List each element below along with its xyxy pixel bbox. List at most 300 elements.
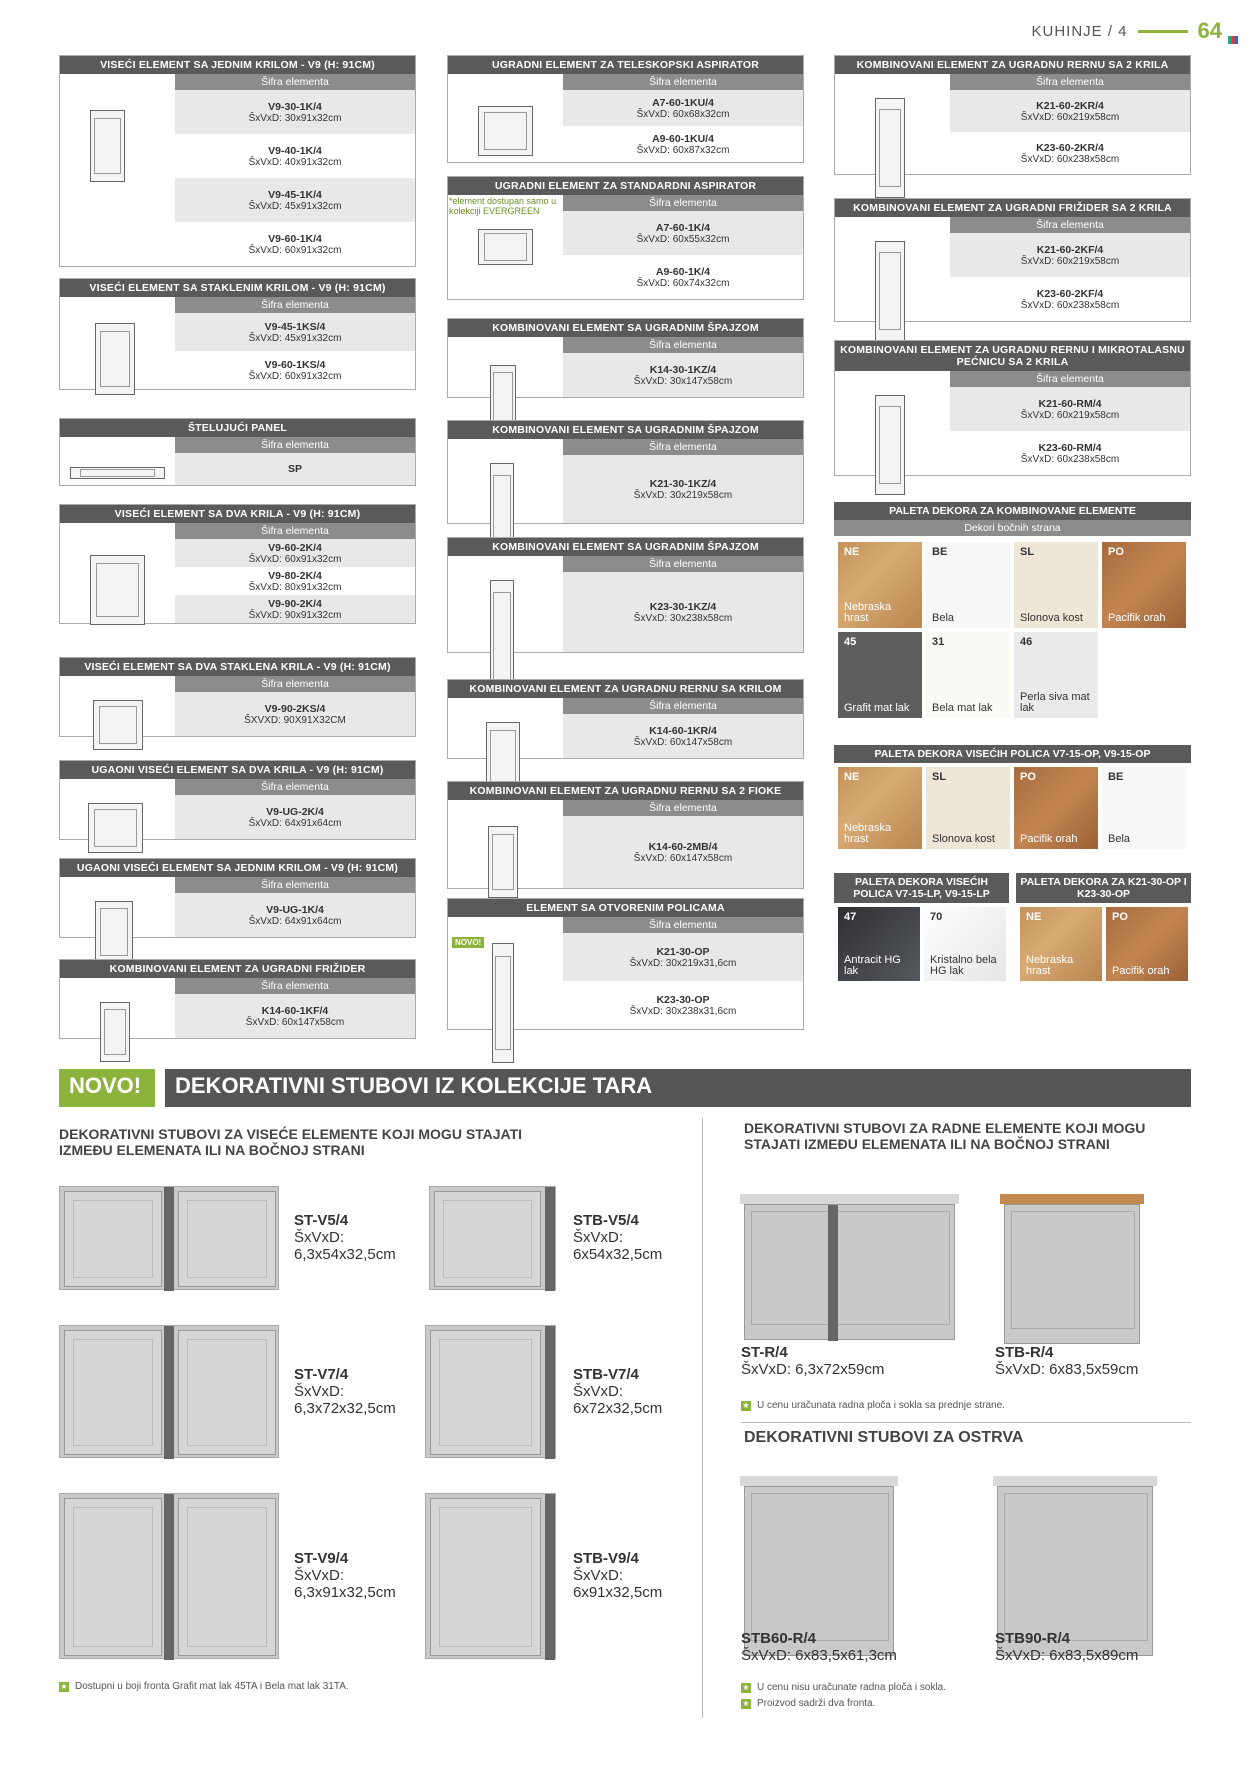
pillar-dim-label: ŠxVxD:	[294, 1567, 345, 1584]
novo-section-title: DEKORATIVNI STUBOVI IZ KOLEKCIJE TARA	[165, 1069, 1191, 1107]
code-header: Šifra elementa	[563, 337, 803, 353]
code-row	[175, 178, 415, 222]
code-row	[563, 572, 803, 652]
code-list	[563, 816, 803, 888]
product-box-body	[448, 572, 803, 652]
product-dimensions: ŠxVxD: 90x91x32cm	[248, 609, 342, 621]
star-icon: ★	[742, 1400, 750, 1410]
wall-pillar-illustration	[59, 1493, 279, 1659]
product-box	[447, 679, 804, 759]
pillar-dim-value: 6x54x32,5cm	[573, 1246, 663, 1263]
pillar-strip	[164, 1326, 174, 1459]
code-header: Šifra elementa	[563, 917, 803, 933]
product-illustration	[60, 692, 175, 736]
base-cabinet-illustration	[1004, 1204, 1140, 1344]
pillar-dim-label: ŠxVxD:	[573, 1382, 624, 1400]
pillar-strip	[545, 1187, 555, 1291]
product-code: V9-60-1K/4	[268, 232, 322, 245]
base-pillar-spec	[741, 1344, 884, 1378]
decor-swatch	[1102, 767, 1186, 849]
code-row	[563, 816, 803, 888]
decor-swatch	[838, 767, 922, 849]
code-header: Šifra elementa	[950, 371, 1190, 387]
product-dimensions: ŠxVxD: 60x74x32cm	[636, 277, 730, 289]
decor-swatch	[1102, 542, 1186, 628]
code-row	[175, 134, 415, 178]
product-code: K23-30-OP	[656, 993, 710, 1006]
product-box-title: UGAONI VISEĆI ELEMENT SA DVA KRILA - V9 (H: 91CM)	[60, 761, 415, 779]
decor-swatch	[1106, 907, 1188, 981]
cabinet-illustration	[90, 555, 145, 625]
code-row	[175, 351, 415, 389]
product-illustration	[835, 90, 950, 174]
product-code: V9-90-2K/4	[268, 597, 322, 610]
product-dimensions: ŠxVxD: 60x147x58cm	[245, 1016, 345, 1028]
product-box-body	[448, 714, 803, 758]
product-dimensions: ŠxVxD: 30x238x31,6cm	[629, 1005, 737, 1017]
code-row	[563, 455, 803, 523]
product-box-body	[60, 692, 415, 736]
palette-title: PALETA DEKORA VISEĆIH POLICA V7-15-OP, V9-15-OP	[834, 745, 1191, 763]
code-list	[175, 539, 415, 623]
info-note	[741, 1682, 946, 1693]
code-list	[563, 714, 803, 758]
cabinet-illustration	[95, 901, 133, 963]
worktop	[1000, 1194, 1144, 1204]
base-pillar-spec	[995, 1344, 1138, 1378]
wall-pillar-illustration	[59, 1186, 279, 1290]
decor-name: Pacifik orah	[1112, 965, 1170, 977]
product-code: K14-60-1KF/4	[261, 1004, 329, 1017]
palette-title: PALETA DEKORA ZA K21-30-OP I K23-30-OP	[1016, 873, 1191, 903]
info-note	[741, 1400, 1005, 1411]
product-box-body	[60, 893, 415, 937]
code-header: Šifra elementa	[563, 698, 803, 714]
product-box	[59, 858, 416, 938]
product-dimensions: ŠxVxD: 30x219x58cm	[633, 489, 733, 501]
evergreen-note: *element dostupan samo u kolekciji EVERGREEN	[449, 196, 557, 216]
section-label: KUHINJE / 4	[1031, 22, 1128, 40]
product-box-title: ELEMENT SA OTVORENIM POLICAMA	[448, 899, 803, 917]
code-row	[175, 90, 415, 134]
decor-swatch	[838, 542, 922, 628]
product-box-title: ŠTELUJUĆI PANEL	[60, 419, 415, 437]
decor-swatch	[926, 767, 1010, 849]
product-dimensions: ŠxVxD: 45x91x32cm	[248, 200, 342, 212]
code-header: Šifra elementa	[175, 978, 415, 994]
product-box-body	[60, 795, 415, 839]
product-dimensions: ŠxVxD: 64x91x64cm	[248, 915, 342, 927]
product-dimensions: ŠxVxD: 60x219x58cm	[1020, 255, 1120, 267]
product-box	[59, 418, 416, 486]
wall-pillar-spec	[573, 1366, 662, 1417]
code-list	[563, 353, 803, 397]
decor-code: SL	[1020, 546, 1035, 558]
worktop	[740, 1476, 898, 1486]
decor-name: Bela	[1108, 833, 1131, 845]
cabinet-illustration	[100, 1002, 130, 1062]
product-dimensions: ŠXVXD: 90X91X32CM	[244, 714, 346, 726]
color-mark-icon	[1228, 36, 1238, 44]
note-text: U cenu nisu uračunate radna ploča i sokla.	[757, 1682, 947, 1693]
product-code: V9-90-2KS/4	[264, 702, 326, 715]
decor-code: 31	[932, 636, 945, 648]
product-illustration	[448, 714, 563, 758]
info-note	[741, 1698, 875, 1709]
heading-underline	[741, 1422, 1191, 1423]
wall-pillar-illustration	[59, 1325, 279, 1458]
product-dimensions: ŠxVxD: 60x219x58cm	[1020, 409, 1120, 421]
pillar-strip	[164, 1494, 174, 1660]
code-row	[563, 353, 803, 397]
product-code: V9-40-1K/4	[268, 144, 322, 157]
code-list	[175, 994, 415, 1038]
cabinet-illustration	[88, 803, 143, 853]
product-box-body	[60, 313, 415, 389]
product-code: K21-30-OP	[656, 945, 710, 958]
product-code: K21-60-2KF/4	[1036, 243, 1104, 256]
code-row	[175, 453, 415, 485]
product-code: V9-30-1K/4	[268, 100, 322, 113]
code-row	[950, 387, 1190, 431]
code-list	[175, 313, 415, 389]
code-list	[175, 90, 415, 266]
wall-pillars-heading: DEKORATIVNI STUBOVI ZA VISEĆE ELEMENTE KOJI MOGU STAJATI IZMEĐU ELEMENATA ILI NA BOČNOJ STRANI	[59, 1126, 523, 1158]
product-box	[59, 55, 416, 267]
product-illustration	[60, 313, 175, 389]
decor-code: 70	[930, 911, 943, 923]
product-code: K23-60-RM/4	[1038, 441, 1102, 454]
decor-swatch	[926, 542, 1010, 628]
product-illustration	[448, 816, 563, 888]
code-row	[175, 222, 415, 266]
product-code: V9-80-2K/4	[268, 569, 322, 582]
island-pillars-heading: DEKORATIVNI STUBOVI ZA OSTRVA	[744, 1429, 1024, 1446]
product-box-body	[835, 90, 1190, 174]
star-icon: ★	[60, 1681, 68, 1691]
product-code: K21-60-RM/4	[1038, 397, 1102, 410]
pillar-code: STB-V5/4	[573, 1212, 639, 1229]
worktop	[740, 1194, 959, 1204]
product-box-title: KOMBINOVANI ELEMENT ZA UGRADNU RERNU SA KRILOM	[448, 680, 803, 698]
cabinet-illustration	[488, 826, 518, 898]
pillar-dim-label: ŠxVxD:	[573, 1567, 624, 1584]
decor-code: 45	[844, 636, 857, 648]
wall-pillar-spec	[573, 1212, 662, 1263]
code-header: Šifra elementa	[175, 297, 415, 313]
product-illustration	[448, 353, 563, 397]
product-code: V9-60-2K/4	[268, 541, 322, 554]
decor-code: PO	[1020, 771, 1036, 783]
decor-code: BE	[932, 546, 948, 558]
product-box-body	[60, 539, 415, 623]
code-row	[175, 595, 415, 623]
code-header: Šifra elementa	[175, 523, 415, 539]
product-box-body	[60, 90, 415, 266]
decor-code: NE	[1026, 911, 1042, 923]
product-dimensions: ŠxVxD: 60x219x58cm	[1020, 111, 1120, 123]
cabinet-door	[178, 1498, 276, 1656]
product-dimensions: ŠxVxD: 30x91x32cm	[248, 112, 342, 124]
product-box	[59, 760, 416, 840]
product-box-body	[448, 90, 803, 162]
code-header: Šifra elementa	[175, 74, 415, 90]
code-header: Šifra elementa	[175, 676, 415, 692]
code-list	[175, 795, 415, 839]
star-icon: ★	[742, 1698, 750, 1708]
code-row	[950, 90, 1190, 132]
decor-name: Nebraska hrast	[844, 822, 892, 845]
product-code: V9-60-1KS/4	[264, 358, 326, 371]
header-divider	[1138, 30, 1188, 33]
decor-name: Bela	[932, 612, 955, 624]
code-row	[175, 539, 415, 567]
product-illustration	[60, 539, 175, 623]
pillar-code: ST-V7/4	[294, 1365, 349, 1383]
pillar-dimensions: ŠxVxD: 6x83,5x61,3cm	[741, 1647, 897, 1664]
cabinet-door	[1004, 1493, 1148, 1641]
color-availability-note	[59, 1681, 349, 1692]
product-code: K23-60-2KR/4	[1036, 141, 1104, 154]
pillar-code: STB-V9/4	[573, 1550, 639, 1567]
product-box-title: VISEĆI ELEMENT SA STAKLENIM KRILOM - V9 (H: 91CM)	[60, 279, 415, 297]
wall-pillar-illustration	[425, 1493, 556, 1659]
base-cabinet-illustration	[744, 1204, 955, 1340]
product-box-title: KOMBINOVANI ELEMENT SA UGRADNIM ŠPAJZOM	[448, 421, 803, 439]
code-row	[950, 132, 1190, 174]
product-illustration	[448, 933, 563, 1029]
wall-pillar-spec	[573, 1550, 662, 1601]
base-pillars-heading: DEKORATIVNI STUBOVI ZA RADNE ELEMENTE KOJI MOGU STAJATI IZMEĐU ELEMENATA ILI NA BOČNOJ STRANI	[744, 1120, 1146, 1152]
product-box	[59, 657, 416, 737]
product-box	[447, 537, 804, 653]
worktop	[993, 1476, 1157, 1486]
decor-name: Pacifik orah	[1108, 612, 1166, 624]
product-illustration	[60, 90, 175, 266]
code-list	[175, 692, 415, 736]
product-illustration	[448, 455, 563, 523]
code-row	[950, 277, 1190, 321]
page-header	[1031, 18, 1222, 44]
pillar-dim-label: ŠxVxD:	[294, 1382, 345, 1400]
code-row	[563, 90, 803, 126]
decor-code: 47	[844, 911, 857, 923]
product-box-body	[448, 353, 803, 397]
pillar-dim-value: 6,3x72x32,5cm	[294, 1399, 396, 1417]
cabinet-door	[1011, 1211, 1135, 1329]
product-box-body	[448, 455, 803, 523]
note-text: Dostupni u boji fronta Grafit mat lak 45TA i Bela mat lak 31TA.	[75, 1681, 349, 1692]
product-code: K14-60-1KR/4	[649, 724, 717, 737]
pillar-strip	[164, 1187, 174, 1291]
section-divider	[702, 1118, 703, 1718]
base-pillar-spec	[995, 1630, 1138, 1664]
decor-code: NE	[844, 771, 860, 783]
product-box-title: VISEĆI ELEMENT SA JEDNIM KRILOM - V9 (H: 91CM)	[60, 56, 415, 74]
code-row	[175, 567, 415, 595]
product-box	[447, 420, 804, 524]
cabinet-door	[178, 1191, 276, 1287]
product-box	[447, 176, 804, 300]
code-row	[563, 714, 803, 758]
product-illustration	[448, 572, 563, 652]
decor-code: NE	[844, 546, 860, 558]
palette-title: PALETA DEKORA ZA KOMBINOVANE ELEMENTE	[834, 502, 1191, 520]
code-row	[950, 233, 1190, 277]
product-box-body	[835, 233, 1190, 321]
product-dimensions: ŠxVxD: 60x238x58cm	[1020, 453, 1120, 465]
code-row	[175, 692, 415, 736]
pillar-code: STB90-R/4	[995, 1630, 1071, 1647]
code-header: Šifra elementa	[950, 74, 1190, 90]
product-box	[447, 318, 804, 398]
palette-subtitle: Dekori bočnih strana	[834, 520, 1191, 536]
code-header: Šifra elementa	[175, 437, 415, 453]
product-code: K14-60-2MB/4	[648, 840, 718, 853]
decor-code: SL	[932, 771, 947, 783]
cabinet-door	[64, 1191, 162, 1287]
decor-name: Bela mat lak	[932, 702, 993, 714]
decor-name: Pacifik orah	[1020, 833, 1078, 845]
decor-name: Grafit mat lak	[844, 702, 910, 714]
cabinet-illustration	[90, 110, 125, 182]
decor-code: PO	[1108, 546, 1124, 558]
product-box-body	[448, 816, 803, 888]
product-box-title: VISEĆI ELEMENT SA DVA KRILA - V9 (H: 91CM)	[60, 505, 415, 523]
decor-code: BE	[1108, 771, 1124, 783]
product-box	[59, 278, 416, 390]
code-header: Šifra elementa	[563, 195, 803, 211]
code-row	[175, 994, 415, 1038]
code-header: Šifra elementa	[563, 74, 803, 90]
pillar-dim-value: 6,3x54x32,5cm	[294, 1246, 396, 1263]
product-illustration	[835, 233, 950, 321]
code-row	[175, 795, 415, 839]
code-row	[563, 126, 803, 162]
novo-badge: NOVO!	[59, 1069, 155, 1107]
cabinet-door	[430, 1330, 541, 1455]
code-list	[175, 453, 415, 485]
product-box-body	[448, 211, 803, 299]
decor-swatch	[924, 907, 1006, 981]
cabinet-door	[430, 1498, 541, 1656]
code-row	[950, 431, 1190, 475]
novo-tag: NOVO!	[452, 937, 484, 948]
code-list	[563, 572, 803, 652]
decor-swatch	[1014, 767, 1098, 849]
pillar-code: ST-R/4	[741, 1344, 788, 1361]
product-illustration	[60, 994, 175, 1038]
product-box-title: KOMBINOVANI ELEMENT SA UGRADNIM ŠPAJZOM	[448, 319, 803, 337]
decor-name: Slonova kost	[1020, 612, 1083, 624]
product-illustration	[60, 453, 175, 485]
cabinet-illustration	[93, 700, 143, 750]
cabinet-illustration	[70, 467, 165, 479]
product-code: K14-30-1KZ/4	[649, 363, 717, 376]
code-list	[175, 893, 415, 937]
wall-pillar-illustration	[425, 1325, 556, 1458]
decor-code: 46	[1020, 636, 1033, 648]
product-box	[447, 55, 804, 163]
cabinet-door	[64, 1330, 162, 1455]
product-box-body	[60, 453, 415, 485]
decor-name: Slonova kost	[932, 833, 995, 845]
cabinet-illustration	[490, 580, 514, 692]
product-dimensions: ŠxVxD: 30x219x31,6cm	[629, 957, 737, 969]
code-row	[563, 933, 803, 981]
note-text: Proizvod sadrži dva fronta.	[757, 1698, 876, 1709]
decor-name: Perla siva mat lak	[1020, 691, 1090, 714]
code-header: Šifra elementa	[563, 800, 803, 816]
product-dimensions: ŠxVxD: 60x91x32cm	[248, 553, 342, 565]
product-box	[834, 198, 1191, 322]
product-box-title: VISEĆI ELEMENT SA DVA STAKLENA KRILA - V9 (H: 91CM)	[60, 658, 415, 676]
cabinet-door	[64, 1498, 162, 1656]
pillar-dim-value: 6,3x91x32,5cm	[294, 1584, 396, 1601]
code-row	[563, 255, 803, 299]
product-code: V9-45-1K/4	[268, 188, 322, 201]
decor-name: Nebraska hrast	[844, 601, 892, 624]
decor-swatch	[1020, 907, 1102, 981]
product-code: K23-60-2KF/4	[1036, 287, 1104, 300]
code-list	[950, 387, 1190, 475]
product-dimensions: ŠxVxD: 45x91x32cm	[248, 332, 342, 344]
product-dimensions: ŠxVxD: 60x87x32cm	[636, 144, 730, 156]
wall-pillar-spec	[294, 1212, 396, 1263]
code-header: Šifra elementa	[175, 779, 415, 795]
product-dimensions: ŠxVxD: 60x91x32cm	[248, 244, 342, 256]
decor-swatch	[838, 632, 922, 718]
product-dimensions: ŠxVxD: 60x91x32cm	[248, 370, 342, 382]
decor-name: Antracit HG lak	[844, 954, 901, 977]
cabinet-door	[751, 1211, 950, 1325]
decor-swatch	[1014, 632, 1098, 718]
code-list	[563, 211, 803, 299]
cabinet-illustration	[478, 106, 533, 156]
product-code: V9-45-1KS/4	[264, 320, 326, 333]
cabinet-illustration	[875, 395, 905, 495]
product-dimensions: ŠxVxD: 40x91x32cm	[248, 156, 342, 168]
pillar-code: STB60-R/4	[741, 1630, 817, 1647]
product-box-title: KOMBINOVANI ELEMENT ZA UGRADNI FRIŽIDER SA 2 KRILA	[835, 199, 1190, 217]
page-number: 64	[1197, 18, 1222, 43]
product-dimensions: ŠxVxD: 60x238x58cm	[1020, 153, 1120, 165]
product-dimensions: ŠxVxD: 30x238x58cm	[633, 612, 733, 624]
wall-pillar-spec	[294, 1550, 396, 1601]
cabinet-illustration	[875, 241, 905, 341]
product-box-title: UGAONI VISEĆI ELEMENT SA JEDNIM KRILOM - V9 (H: 91CM)	[60, 859, 415, 877]
code-list	[563, 933, 803, 1029]
product-dimensions: ŠxVxD: 80x91x32cm	[248, 581, 342, 593]
product-dimensions: ŠxVxD: 60x55x32cm	[636, 233, 730, 245]
product-box	[834, 340, 1191, 476]
product-dimensions: ŠxVxD: 64x91x64cm	[248, 817, 342, 829]
base-pillar-spec	[741, 1630, 897, 1664]
product-code: K21-30-1KZ/4	[649, 477, 717, 490]
product-box-title: KOMBINOVANI ELEMENT ZA UGRADNU RERNU SA 2 KRILA	[835, 56, 1190, 74]
pillar-dim-label: ŠxVxD:	[294, 1229, 345, 1246]
decor-code: PO	[1112, 911, 1128, 923]
product-dimensions: ŠxVxD: 30x147x58cm	[633, 375, 733, 387]
cabinet-door	[434, 1191, 541, 1287]
product-dimensions: ŠxVxD: 60x147x58cm	[633, 852, 733, 864]
product-box-title: UGRADNI ELEMENT ZA TELESKOPSKI ASPIRATOR	[448, 56, 803, 74]
product-illustration	[60, 795, 175, 839]
code-header: Šifra elementa	[950, 217, 1190, 233]
code-row	[175, 313, 415, 351]
pillar-code: ST-V9/4	[294, 1550, 349, 1567]
decor-swatch	[838, 907, 920, 981]
